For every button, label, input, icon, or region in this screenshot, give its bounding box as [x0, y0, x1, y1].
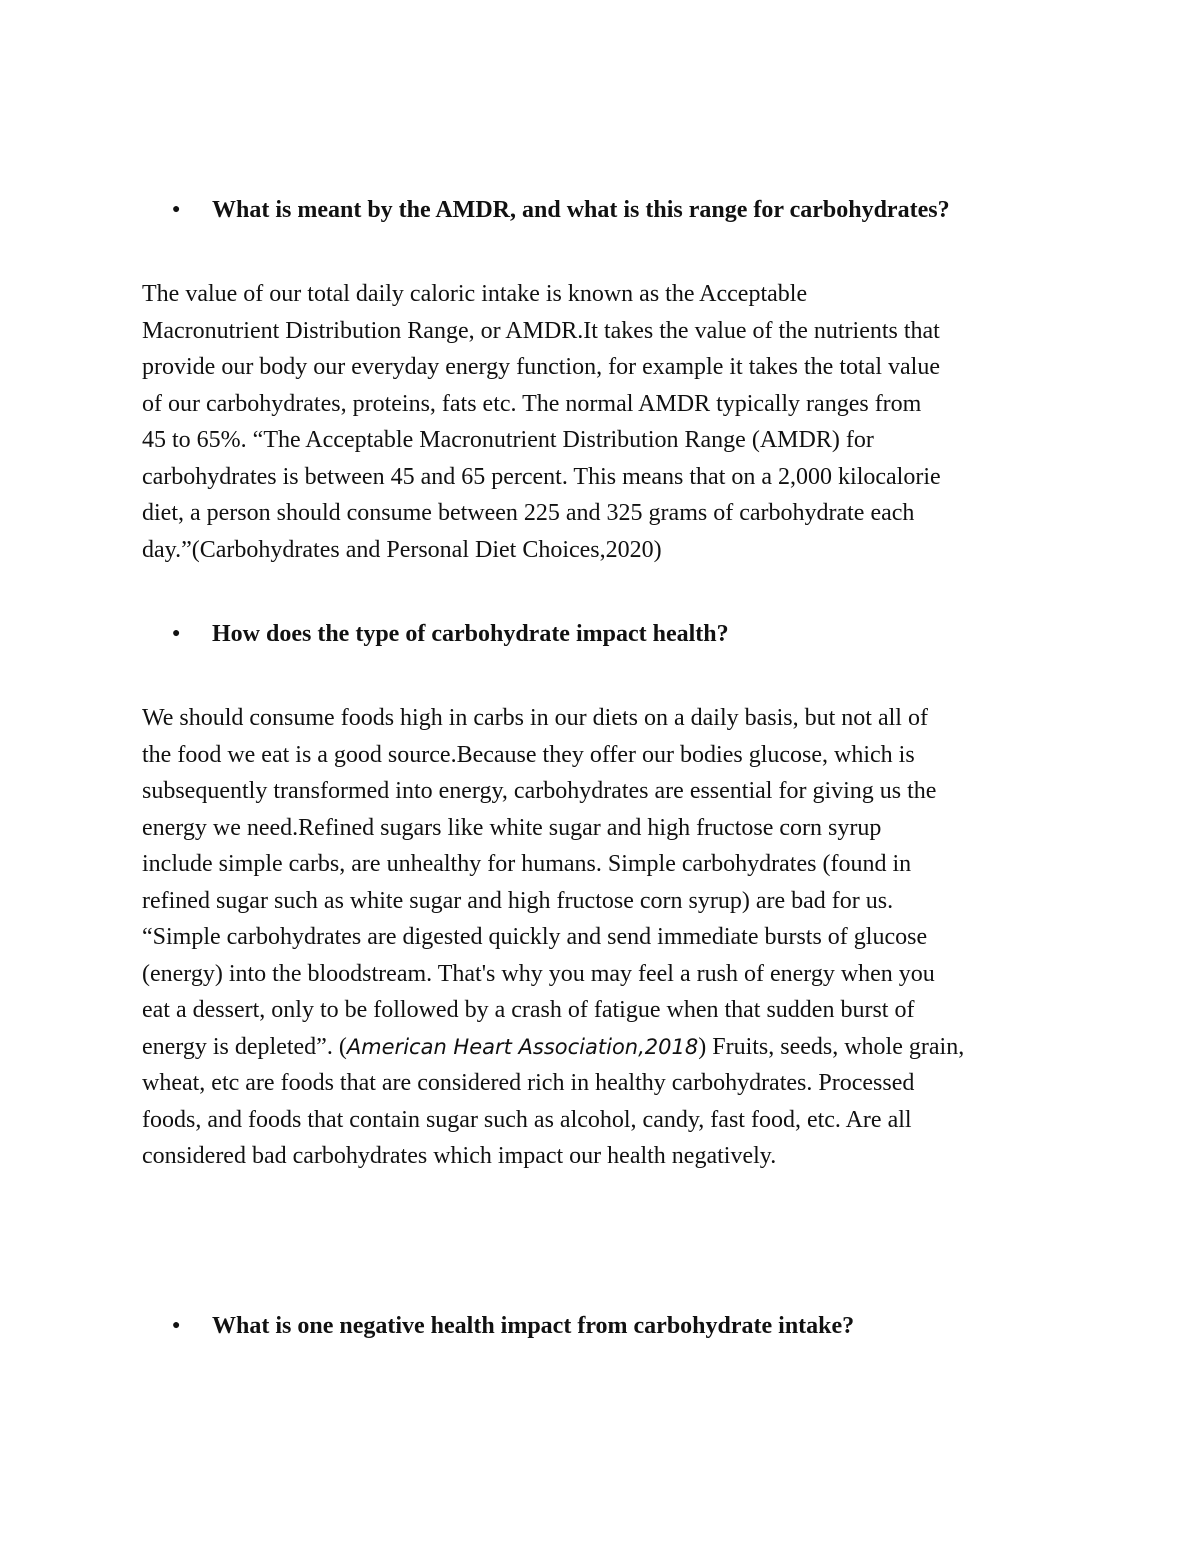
answer-line: of our carbohydrates, proteins, fats etc. The normal AMDR typically ranges from — [142, 390, 922, 417]
answer-line: include simple carbs, are unhealthy for humans. Simple carbohydrates (found in — [142, 851, 912, 877]
citation-source: American Heart Association,2018 — [346, 1034, 699, 1059]
answer-line: wheat, etc are foods that are considered rich in healthy carbohydrates. Processed — [142, 1070, 915, 1096]
bullet-icon: ● — [172, 1318, 181, 1333]
answer-carb-type — [142, 700, 1062, 1175]
answer-amdr — [142, 276, 1062, 568]
bullet-icon: ● — [172, 626, 181, 641]
answer-line: Macronutrient Distribution Range, or AMDR.It takes the value of the nutrients that — [142, 317, 940, 344]
answer-line: The value of our total daily caloric intake is known as the Acceptable — [142, 281, 808, 307]
answer-line: eat a dessert, only to be followed by a crash of fatigue when that sudden burst of — [142, 997, 915, 1023]
answer-line: energy we need.Refined sugars like white sugar and high fructose corn syrup — [142, 814, 882, 841]
citation-line — [142, 1029, 1062, 1066]
answer-line: 45 to 65%. “The Acceptable Macronutrient Distribution Range (AMDR) for — [142, 427, 874, 453]
bullet-icon: ● — [172, 202, 181, 217]
answer-line: We should consume foods high in carbs in our diets on a daily basis, but not all of — [142, 705, 928, 731]
citation-prefix: energy is depleted”. ( — [142, 1033, 347, 1060]
answer-line: (energy) into the bloodstream. That's why you may feel a rush of energy when you — [142, 960, 935, 987]
question-text: What is meant by the AMDR, and what is this range for carbohydrates? — [212, 197, 950, 223]
question-text: How does the type of carbohydrate impact health? — [212, 621, 729, 647]
answer-line: refined sugar such as white sugar and high fructose corn syrup) are bad for us. — [142, 887, 894, 914]
answer-line: diet, a person should consume between 225 and 325 grams of carbohydrate each — [142, 500, 915, 526]
question-text: What is one negative health impact from carbohydrate intake? — [212, 1313, 855, 1339]
answer-line: “Simple carbohydrates are digested quickly and send immediate bursts of glucose — [142, 924, 928, 950]
answer-line: the food we eat is a good source.Because they offer our bodies glucose, which is — [142, 741, 915, 768]
answer-line: subsequently transformed into energy, carbohydrates are essential for giving us the — [142, 778, 937, 804]
citation-suffix: ) Fruits, seeds, whole grain, — [698, 1033, 965, 1060]
answer-line: day.”(Carbohydrates and Personal Diet Choices,2020) — [142, 536, 662, 563]
answer-line: carbohydrates is between 45 and 65 percent. This means that on a 2,000 kilocalorie — [142, 463, 941, 490]
answer-line: considered bad carbohydrates which impact our health negatively. — [142, 1143, 777, 1169]
answer-line: provide our body our everyday energy function, for example it takes the total value — [142, 354, 940, 380]
answer-line: foods, and foods that contain sugar such as alcohol, candy, fast food, etc. Are all — [142, 1106, 912, 1133]
